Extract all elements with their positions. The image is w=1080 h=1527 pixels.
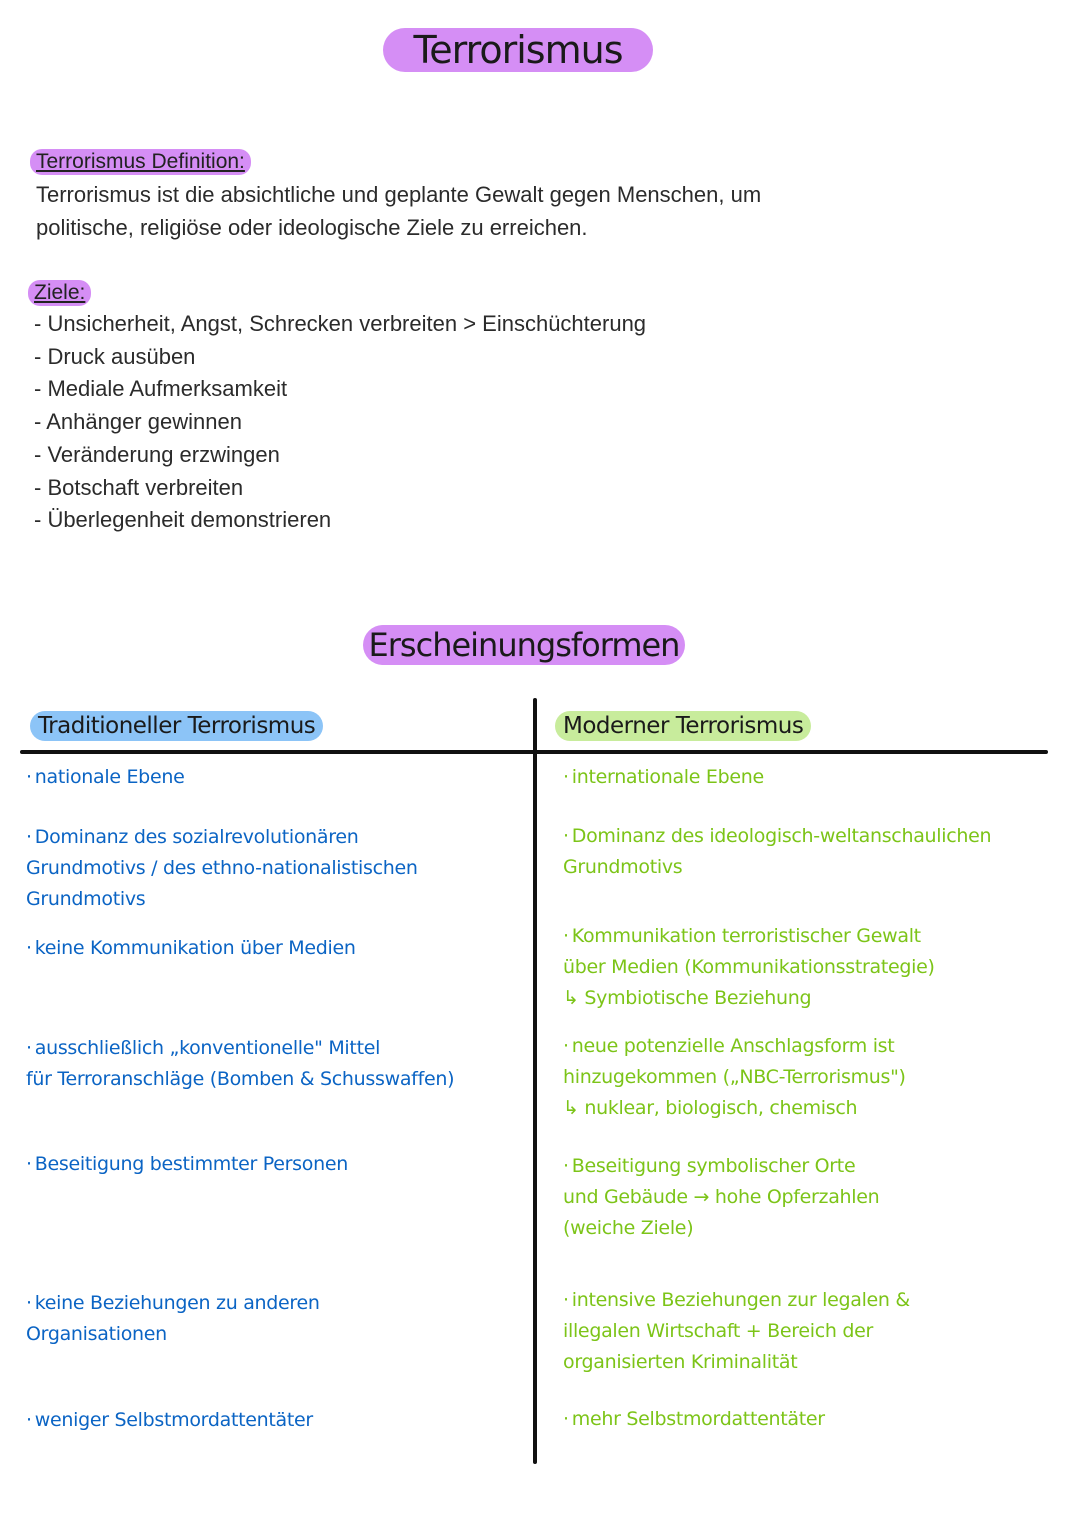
traditional-item: · Dominanz des sozialrevolutionären Grundmotivs / des ethno-nationalistischen Grundmotivs	[26, 822, 516, 915]
modern-item: · Beseitigung symbolischer Orte und Gebäude → hohe Opferzahlen (weiche Ziele)	[563, 1151, 1053, 1244]
modern-item: · Kommunikation terroristischer Gewalt über Medien (Kommunikationsstrategie) ↳ Symbiotische Beziehung	[563, 921, 1053, 1014]
modern-item: · Dominanz des ideologisch-weltanschaulichen Grundmotivs	[563, 821, 1053, 883]
list-item: - Anhänger gewinnen	[34, 409, 242, 435]
list-item: - Botschaft verbreiten	[34, 474, 244, 500]
list-item: - Veränderung erzwingen	[34, 441, 280, 467]
traditional-item: · nationale Ebene	[26, 762, 516, 793]
traditional-item: · weniger Selbstmordattentäter	[26, 1405, 516, 1436]
table-divider-vertical	[533, 698, 537, 1464]
list-item: - Druck ausüben	[34, 343, 196, 369]
modern-item: · intensive Beziehungen zur legalen & illegalen Wirtschaft + Bereich der organisierten Kriminalität	[563, 1285, 1053, 1378]
page-title: Terrorismus	[383, 28, 653, 72]
modern-heading: Moderner Terrorismus	[555, 711, 811, 741]
traditional-item: · Beseitigung bestimmter Personen	[26, 1149, 516, 1180]
modern-item: · internationale Ebene	[563, 762, 1053, 793]
traditional-item: · ausschließlich „konventionelle" Mittel für Terroranschläge (Bomben & Schusswaffen)	[26, 1033, 516, 1095]
goals-label: Ziele:	[28, 280, 91, 306]
definition-label: Terrorismus Definition:	[30, 149, 251, 175]
traditional-item: · keine Kommunikation über Medien	[26, 933, 516, 964]
list-item: - Unsicherheit, Angst, Schrecken verbreiten > Einschüchterung	[34, 311, 647, 336]
list-item: - Überlegenheit demonstrieren	[34, 507, 332, 533]
list-item: - Mediale Aufmerksamkeit	[34, 376, 288, 402]
goals-list	[34, 308, 646, 537]
definition-line-2: politische, religiöse oder ideologische Ziele zu erreichen.	[36, 215, 588, 240]
section-title: Erscheinungsformen	[363, 625, 685, 665]
definition-line-1: Terrorismus ist die absichtliche und geplante Gewalt gegen Menschen, um	[36, 182, 762, 207]
traditional-item: · keine Beziehungen zu anderen Organisationen	[26, 1288, 516, 1350]
traditional-heading: Traditioneller Terrorismus	[30, 711, 323, 741]
modern-item: · neue potenzielle Anschlagsform ist hinzugekommen („NBC-Terrorismus") ↳ nuklear, biologisch, chemisch	[563, 1031, 1053, 1124]
modern-item: · mehr Selbstmordattentäter	[563, 1404, 1053, 1435]
